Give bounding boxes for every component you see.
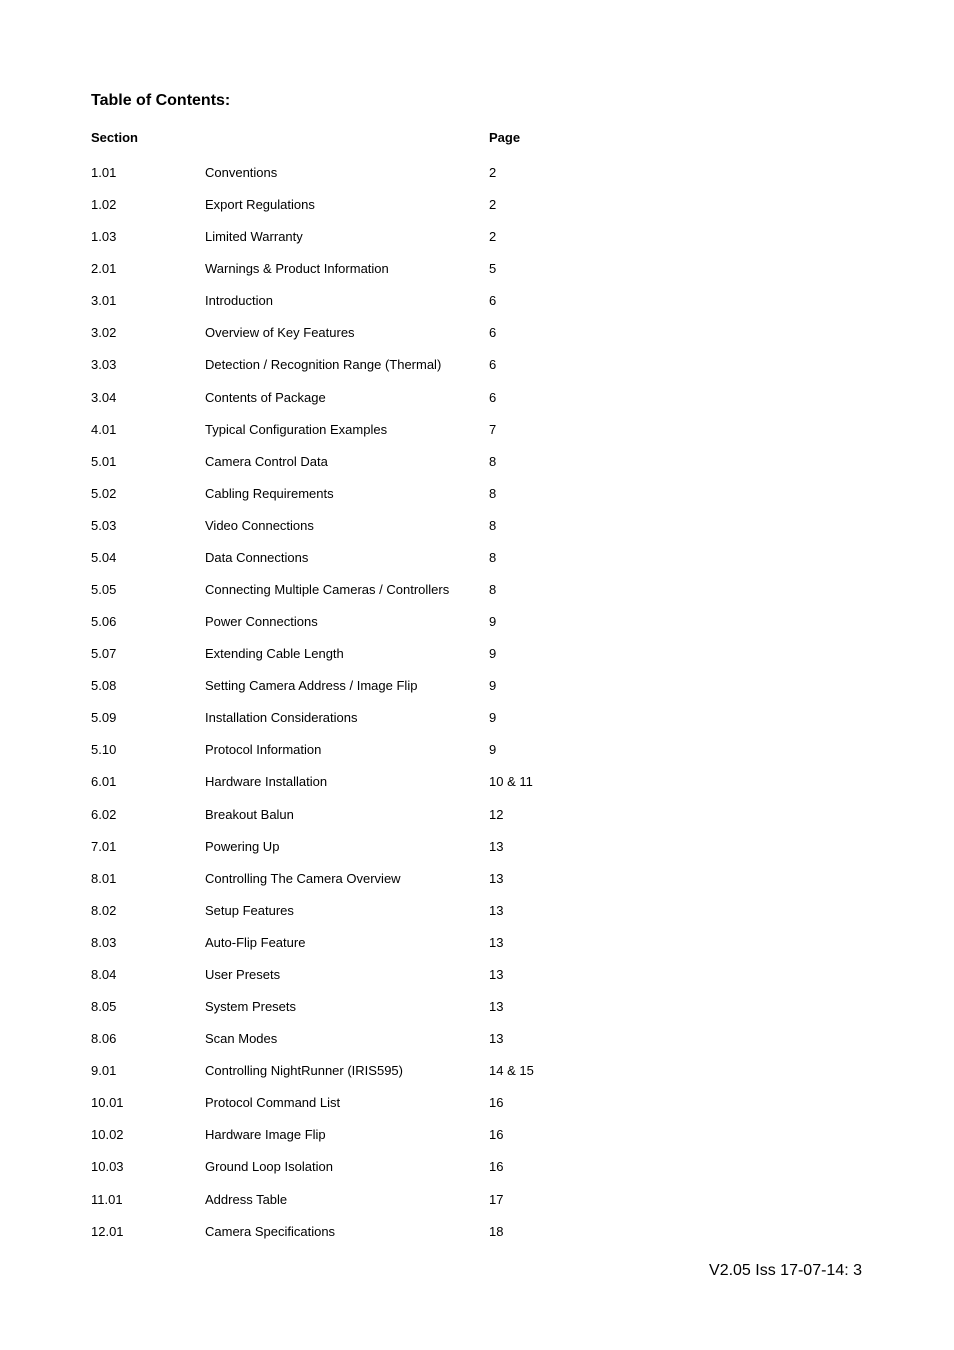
toc-section-number: 8.03 xyxy=(91,934,117,950)
toc-page-number: 9 xyxy=(489,742,497,758)
toc-page-number: 13 xyxy=(489,902,504,918)
toc-section-title: Warnings & Product Information xyxy=(205,261,389,277)
toc-section-title: Powering Up xyxy=(205,838,280,854)
toc-page-number: 13 xyxy=(489,1031,504,1047)
toc-section-number: 4.01 xyxy=(91,421,117,437)
toc-section-title: Export Regulations xyxy=(205,197,315,213)
toc-section-title: Controlling The Camera Overview xyxy=(205,870,401,886)
toc-section-title: Setup Features xyxy=(205,902,294,918)
toc-section-number: 8.06 xyxy=(91,1031,117,1047)
toc-page-number: 8 xyxy=(489,517,497,533)
toc-section-number: 9.01 xyxy=(91,1063,117,1079)
toc-section-number: 8.01 xyxy=(91,870,117,886)
toc-section-number: 1.01 xyxy=(91,165,117,180)
toc-entry xyxy=(0,165,954,197)
toc-page-number: 18 xyxy=(489,1223,504,1239)
toc-section-title: Camera Control Data xyxy=(205,453,328,469)
toc-page-number: 13 xyxy=(489,870,504,886)
toc-section-number: 10.02 xyxy=(91,1127,124,1143)
toc-section-title: System Presets xyxy=(205,999,297,1015)
toc-entry xyxy=(0,1063,954,1095)
toc-header xyxy=(0,130,954,146)
toc-entry xyxy=(0,871,954,903)
toc-section-number: 8.02 xyxy=(91,902,117,918)
toc-section-title: Ground Loop Isolation xyxy=(205,1159,333,1175)
toc-page-number: 13 xyxy=(489,934,504,950)
toc-section-title: Hardware Image Flip xyxy=(205,1127,326,1143)
toc-section-number: 1.02 xyxy=(91,197,117,213)
toc-entry xyxy=(0,357,954,389)
toc-section-title: Overview of Key Features xyxy=(205,325,355,341)
toc-entry xyxy=(0,614,954,646)
toc-section-number: 3.01 xyxy=(91,293,117,309)
toc-page-number: 13 xyxy=(489,838,504,854)
toc-section-title: Installation Considerations xyxy=(205,710,358,726)
toc-entry xyxy=(0,710,954,742)
toc-section-number: 5.08 xyxy=(91,678,117,694)
toc-section-title: Address Table xyxy=(205,1191,288,1207)
toc-section-title: Setting Camera Address / Image Flip xyxy=(205,678,418,694)
toc-entry xyxy=(0,325,954,357)
toc-page-number: 2 xyxy=(489,165,497,180)
toc-section-title: Breakout Balun xyxy=(205,806,294,822)
toc-list xyxy=(0,165,954,1256)
toc-section-number: 10.03 xyxy=(91,1159,124,1175)
toc-page-number: 2 xyxy=(489,229,497,245)
toc-page-number: 9 xyxy=(489,614,497,630)
toc-entry xyxy=(0,293,954,325)
toc-section-title: Power Connections xyxy=(205,614,318,630)
toc-section-title: Hardware Installation xyxy=(205,774,328,790)
toc-entry xyxy=(0,550,954,582)
toc-section-number: 11.01 xyxy=(91,1191,123,1207)
toc-page-number: 7 xyxy=(489,421,497,437)
toc-page-number: 8 xyxy=(489,485,497,501)
toc-section-title: Auto-Flip Feature xyxy=(205,934,306,950)
toc-section-number: 12.01 xyxy=(91,1223,124,1239)
toc-section-number: 6.02 xyxy=(91,806,117,822)
toc-section-number: 5.09 xyxy=(91,710,117,726)
toc-entry xyxy=(0,999,954,1031)
toc-section-number: 5.10 xyxy=(91,742,117,758)
toc-section-number: 7.01 xyxy=(91,838,117,854)
toc-section-number: 5.04 xyxy=(91,549,117,565)
toc-page-number: 2 xyxy=(489,197,497,213)
toc-entry xyxy=(0,774,954,806)
toc-section-title: Camera Specifications xyxy=(205,1223,336,1239)
toc-entry xyxy=(0,229,954,261)
toc-section-number: 5.01 xyxy=(91,453,117,469)
toc-entry xyxy=(0,807,954,839)
toc-section-title: Extending Cable Length xyxy=(205,646,344,662)
toc-section-number: 8.05 xyxy=(91,999,117,1015)
toc-entry xyxy=(0,261,954,293)
toc-page-number: 12 xyxy=(489,806,504,822)
toc-section-title: Video Connections xyxy=(205,517,314,533)
toc-section-number: 10.01 xyxy=(91,1095,124,1111)
toc-section-number: 5.03 xyxy=(91,517,117,533)
toc-page-number: 16 xyxy=(489,1095,504,1111)
toc-page-number: 13 xyxy=(489,999,504,1015)
toc-section-number: 1.03 xyxy=(91,229,117,245)
toc-section-title: Contents of Package xyxy=(205,389,326,405)
toc-page-number: 9 xyxy=(489,646,497,662)
toc-section-number: 5.07 xyxy=(91,646,117,662)
toc-entry xyxy=(0,518,954,550)
toc-page-number: 6 xyxy=(489,389,497,405)
toc-entry xyxy=(0,646,954,678)
toc-section-title: Detection / Recognition Range (Thermal) xyxy=(205,357,442,373)
toc-section-number: 3.04 xyxy=(91,389,117,405)
toc-section-number: 2.01 xyxy=(91,261,117,277)
toc-page-number: 6 xyxy=(489,293,497,309)
toc-entry xyxy=(0,1192,954,1224)
toc-entry xyxy=(0,1095,954,1127)
toc-section-title: Protocol Information xyxy=(205,742,322,758)
toc-entry xyxy=(0,1224,954,1256)
toc-page-number: 6 xyxy=(489,325,497,341)
toc-entry xyxy=(0,678,954,710)
toc-page-number: 5 xyxy=(489,261,497,277)
page-title: Table of Contents: xyxy=(91,92,231,109)
toc-page-number: 10 & 11 xyxy=(489,774,533,790)
toc-entry xyxy=(0,1159,954,1191)
toc-section-title: Cabling Requirements xyxy=(205,485,334,501)
toc-page-number: 9 xyxy=(489,710,497,726)
toc-section-number: 5.02 xyxy=(91,485,117,501)
toc-page-number: 6 xyxy=(489,357,497,373)
toc-entry xyxy=(0,742,954,774)
toc-page-number: 9 xyxy=(489,678,497,694)
toc-section-number: 3.03 xyxy=(91,357,117,373)
toc-section-title: Connecting Multiple Cameras / Controllers xyxy=(205,582,450,598)
toc-section-title: Limited Warranty xyxy=(205,229,303,245)
toc-entry xyxy=(0,422,954,454)
toc-section-title: User Presets xyxy=(205,966,281,982)
toc-page-number: 16 xyxy=(489,1127,504,1143)
toc-section-title: Data Connections xyxy=(205,549,309,565)
toc-section-number: 6.01 xyxy=(91,774,117,790)
toc-entry xyxy=(0,454,954,486)
toc-page-number: 17 xyxy=(489,1191,504,1207)
toc-section-number: 8.04 xyxy=(91,966,117,982)
toc-page-number: 14 & 15 xyxy=(489,1063,534,1079)
toc-page-number: 8 xyxy=(489,453,497,469)
toc-page-number: 16 xyxy=(489,1159,504,1175)
toc-section-title: Typical Configuration Examples xyxy=(205,421,388,437)
toc-section-number: 5.05 xyxy=(91,582,117,598)
toc-entry xyxy=(0,935,954,967)
toc-section-title: Protocol Command List xyxy=(205,1095,341,1111)
toc-entry xyxy=(0,839,954,871)
toc-section-number: 5.06 xyxy=(91,614,117,630)
page-footer: V2.05 Iss 17-07-14: 3 xyxy=(709,1262,862,1279)
page-column-header: Page xyxy=(489,130,521,145)
toc-entry xyxy=(0,903,954,935)
toc-section-title: Introduction xyxy=(205,293,273,309)
toc-page-number: 13 xyxy=(489,966,504,982)
toc-entry xyxy=(0,197,954,229)
toc-section-number: 3.02 xyxy=(91,325,117,341)
toc-section-title: Conventions xyxy=(205,165,278,180)
section-column-header: Section xyxy=(91,130,138,145)
toc-entry xyxy=(0,1127,954,1159)
toc-page-number: 8 xyxy=(489,582,497,598)
toc-entry xyxy=(0,486,954,518)
toc-section-title: Controlling NightRunner (IRIS595) xyxy=(205,1063,403,1079)
toc-entry xyxy=(0,390,954,422)
toc-page-number: 8 xyxy=(489,549,497,565)
toc-entry xyxy=(0,582,954,614)
toc-section-title: Scan Modes xyxy=(205,1031,278,1047)
toc-entry xyxy=(0,967,954,999)
toc-entry xyxy=(0,1031,954,1063)
